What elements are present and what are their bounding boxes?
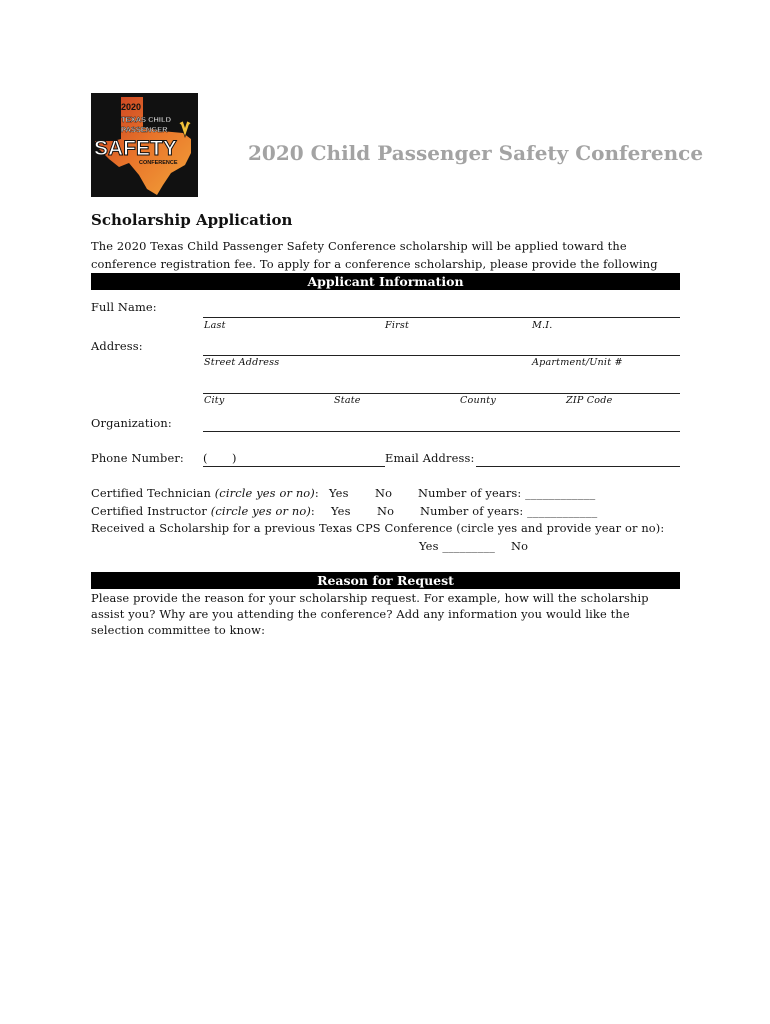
reason-text: Please provide the reason for your scholarship request. For example, how will the scholarship assist you? Why are you attending the conference? Add any information you would like the selection committee to know: [91,591,649,637]
conference-logo [91,93,198,197]
phone-paren-open: ( [203,451,208,465]
logo-line2: PASSENGER [121,125,168,134]
previous-scholarship-no[interactable]: No [511,539,529,553]
intro-text: The 2020 Texas Child Passenger Safety Conference scholarship will be applied toward the conference registration fee. To apply for a conference scholarship, please provide the following [91,239,658,271]
apartment-caption: Apartment/Unit # [532,357,623,368]
city-state-zip-field[interactable] [203,393,680,394]
previous-scholarship-yes[interactable]: Yes _________ [419,539,495,553]
instructor-no[interactable]: No [377,504,395,518]
city-caption: City [204,395,225,406]
phone-paren-close: ) [232,451,237,465]
section-title: Scholarship Application [91,211,293,229]
logo-word: SAFETY [94,137,177,160]
technician-yes[interactable]: Yes [329,486,349,500]
logo-year: 2020 [121,102,142,112]
technician-label: Certified Technician (circle yes or no): [91,486,319,500]
previous-scholarship-label: Received a Scholarship for a previous Texas CPS Conference (circle yes and provide year or no): [91,521,665,535]
middle-initial-caption: M.I. [532,320,553,331]
email-field[interactable] [476,466,680,467]
organization-label: Organization: [91,416,172,430]
county-caption: County [460,395,496,406]
applicant-info-header: Applicant Information [91,273,680,290]
email-label: Email Address: [385,451,475,465]
last-name-caption: Last [204,320,226,331]
phone-label: Phone Number: [91,451,184,465]
first-name-caption: First [385,320,410,331]
instructor-yes[interactable]: Yes [331,504,351,518]
instructor-label: Certified Instructor (circle yes or no): [91,504,315,518]
street-address-field[interactable] [203,355,680,356]
organization-field[interactable] [203,431,680,432]
reason-header: Reason for Request [91,572,680,589]
technician-no[interactable]: No [375,486,393,500]
logo-line3: CONFERENCE [139,160,178,166]
address-label: Address: [91,339,143,353]
technician-years[interactable]: Number of years: ____________ [418,486,596,500]
full-name-field[interactable] [203,317,680,318]
street-address-caption: Street Address [204,357,280,368]
texas-map-icon [91,93,198,197]
page-title: 2020 Child Passenger Safety Conference [248,141,704,165]
zip-caption: ZIP Code [566,395,613,406]
state-caption: State [334,395,361,406]
logo-line1: TEXAS CHILD [121,115,172,124]
instructor-years[interactable]: Number of years: ____________ [420,504,598,518]
phone-field[interactable] [203,466,385,467]
full-name-label: Full Name: [91,300,157,314]
